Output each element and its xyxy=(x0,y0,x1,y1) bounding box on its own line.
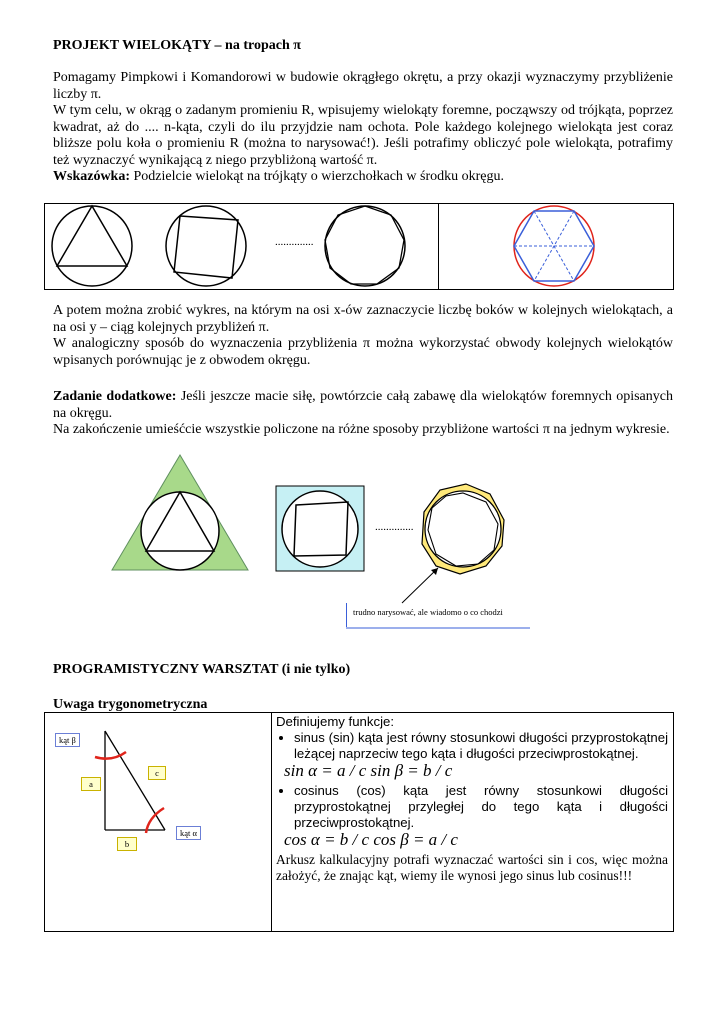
section-heading: PROGRAMISTYCZNY WARSZTAT (i nie tylko) xyxy=(53,662,351,677)
sin-item xyxy=(276,730,668,762)
cos-item xyxy=(276,783,668,831)
chart-paragraph-a: A potem można zrobić wykres, na którym na osi x-ów zaznaczycie liczbę boków w kolejnych wielokątach, a na osi y – ciąg kolejnych przybliżeń π. xyxy=(53,303,673,335)
label-leg-a: a xyxy=(81,777,101,791)
spreadsheet-note xyxy=(276,852,668,884)
trig-heading: Uwaga trygonometryczna xyxy=(53,697,208,712)
callout-text: trudno narysować, ale wiadomo o co chodzi xyxy=(353,607,503,617)
sin-text: • sinus (sin) kąta jest równy stosunkowi długości przyprostokątnej leżącej naprzeciw tego kąta i długości przeciwprostokątnej. xyxy=(294,730,668,762)
trig-definitions xyxy=(276,714,668,884)
extra-task-a: Jeśli jeszcze macie siłę, powtórzcie całą zabawę dla wielokątów foremnych opisanych na okręgu. xyxy=(53,389,673,421)
angle-alpha-arc xyxy=(146,808,164,833)
chart-paragraph-b: W analogiczny sposób do wyznaczenia przybliżenia π można wykorzystać obwody kolejnych wielokątów wpisanych porównując je z obwodem okręgu. xyxy=(53,336,673,368)
intro-line-2: W tym celu, w okrąg o zadanym promieniu R, wpisujemy wielokąty foremne, począwszy od trójkąta, poprzez kwadrat, aż do .... n-kąta, czyli do ilu przyjdzie nam ochota. Pole każdego kolejnego wielokąta jest coraz bliższe polu koła o promieniu R (można to narysować!). Jeśli potrafimy obliczyć pole wielokąta, potrafimy też wyznaczyć wynikającą z niego przybliżoną wartość π. xyxy=(53,103,673,168)
intro-line-1: Pomagamy Pimpkowi i Komandorowi w budowie okrągłego okrętu, a przy okazji wyznaczymy przybliżenie liczby π. xyxy=(53,70,673,102)
extra-task-b: Na zakończenie umieśćcie wszystkie policzone na różne sposoby przybliżone wartości π na jednym wykresie. xyxy=(53,422,670,437)
spreadsheet-note-text: Arkusz kalkulacyjny potrafi wyznaczać wartości sin i cos, więc można założyć, że znając kąt, wiemy ile wynosi jego sinus lub cosinus!!! xyxy=(276,852,668,883)
extra-task-label: Zadanie dodatkowe: xyxy=(53,389,177,404)
hint-text: Podzielcie wielokąt na trójkąty o wierzchołkach w środku okręgu. xyxy=(130,169,505,184)
page-title: PROJEKT WIELOKĄTY – na tropach π xyxy=(53,38,301,53)
definitions-intro: Definiujemy funkcje: xyxy=(276,714,395,729)
hint-label: Wskazówka: xyxy=(53,169,131,184)
cos-formula: cos α = b / c cos β = a / c xyxy=(284,830,458,849)
cos-text: • cosinus (cos) kąta jest równy stosunkowi długości przyprostokątnej przyległej do tego kąta i długości przeciwprostokątnej. xyxy=(294,783,668,831)
label-angle-alpha: kąt α xyxy=(176,826,201,840)
label-leg-b: b xyxy=(117,837,137,851)
ellipsis-dots-1: .............. xyxy=(275,236,314,248)
label-hypotenuse-c: c xyxy=(148,766,166,780)
sin-formula: sin α = a / c sin β = b / c xyxy=(284,761,453,780)
label-angle-beta: kąt β xyxy=(55,733,80,747)
ellipsis-dots-2: .............. xyxy=(375,521,414,533)
